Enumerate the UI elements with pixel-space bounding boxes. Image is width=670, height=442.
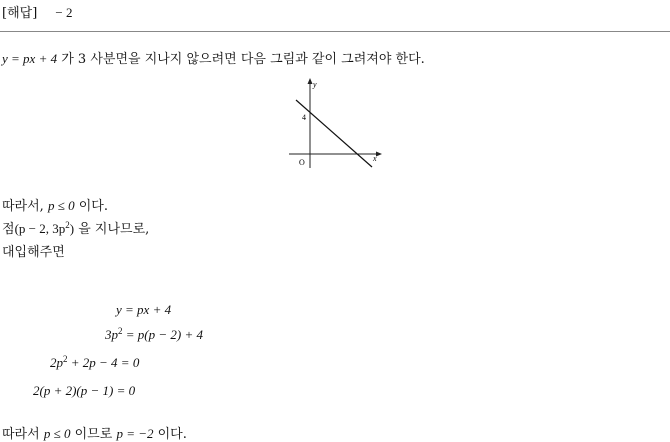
conclusion-line [2,195,108,214]
equation-1: y = px + 4 [116,302,172,317]
equation-3: $2p^2 + 2p - 4 = 0$ [50,354,140,370]
point-line [2,218,149,237]
condition-text: 가 3 사분면을 지나지 않으려면 다음 그림과 같이 그려져야 한다. [61,52,425,67]
point-suffix: 을 지나므로, [78,222,150,237]
answer-header [2,2,73,21]
answer-label: [해답] [2,6,38,21]
conclusion-math: p ≤ 0 [47,198,75,213]
x-axis-label: x [373,154,377,163]
y-axis-arrow [308,78,313,84]
point-expression: (p − 2, $3p^2$) [14,220,75,236]
x-axis-arrow [376,152,382,157]
final-condition: p ≤ 0 [43,426,71,441]
condition-line [2,48,425,67]
answer-value: − 2 [55,5,73,20]
final-prefix: 따라서 [2,427,40,442]
final-suffix: 이다. [157,427,187,442]
final-result: p = −2 [116,426,154,441]
final-mid: 이므로 [74,427,113,442]
line-graph [287,76,387,172]
equation-4: 2(p + 2)(p − 1) = 0 [33,383,136,398]
line-equation: y = px + 4 [2,51,58,66]
y-axis-label: y [313,80,317,89]
substitute-text: 대입해주면 [2,245,65,260]
conclusion-prefix: 따라서, [2,199,44,214]
graph-line [296,100,372,167]
y-intercept-label: 4 [302,113,306,122]
equation-2: $3p^2 = p(p - 2) + 4$ [105,326,203,342]
conclusion-suffix: 이다. [78,199,108,214]
origin-label: O [299,158,305,167]
header-divider [0,31,670,32]
final-line [2,423,187,442]
point-prefix: 점 [2,222,15,237]
